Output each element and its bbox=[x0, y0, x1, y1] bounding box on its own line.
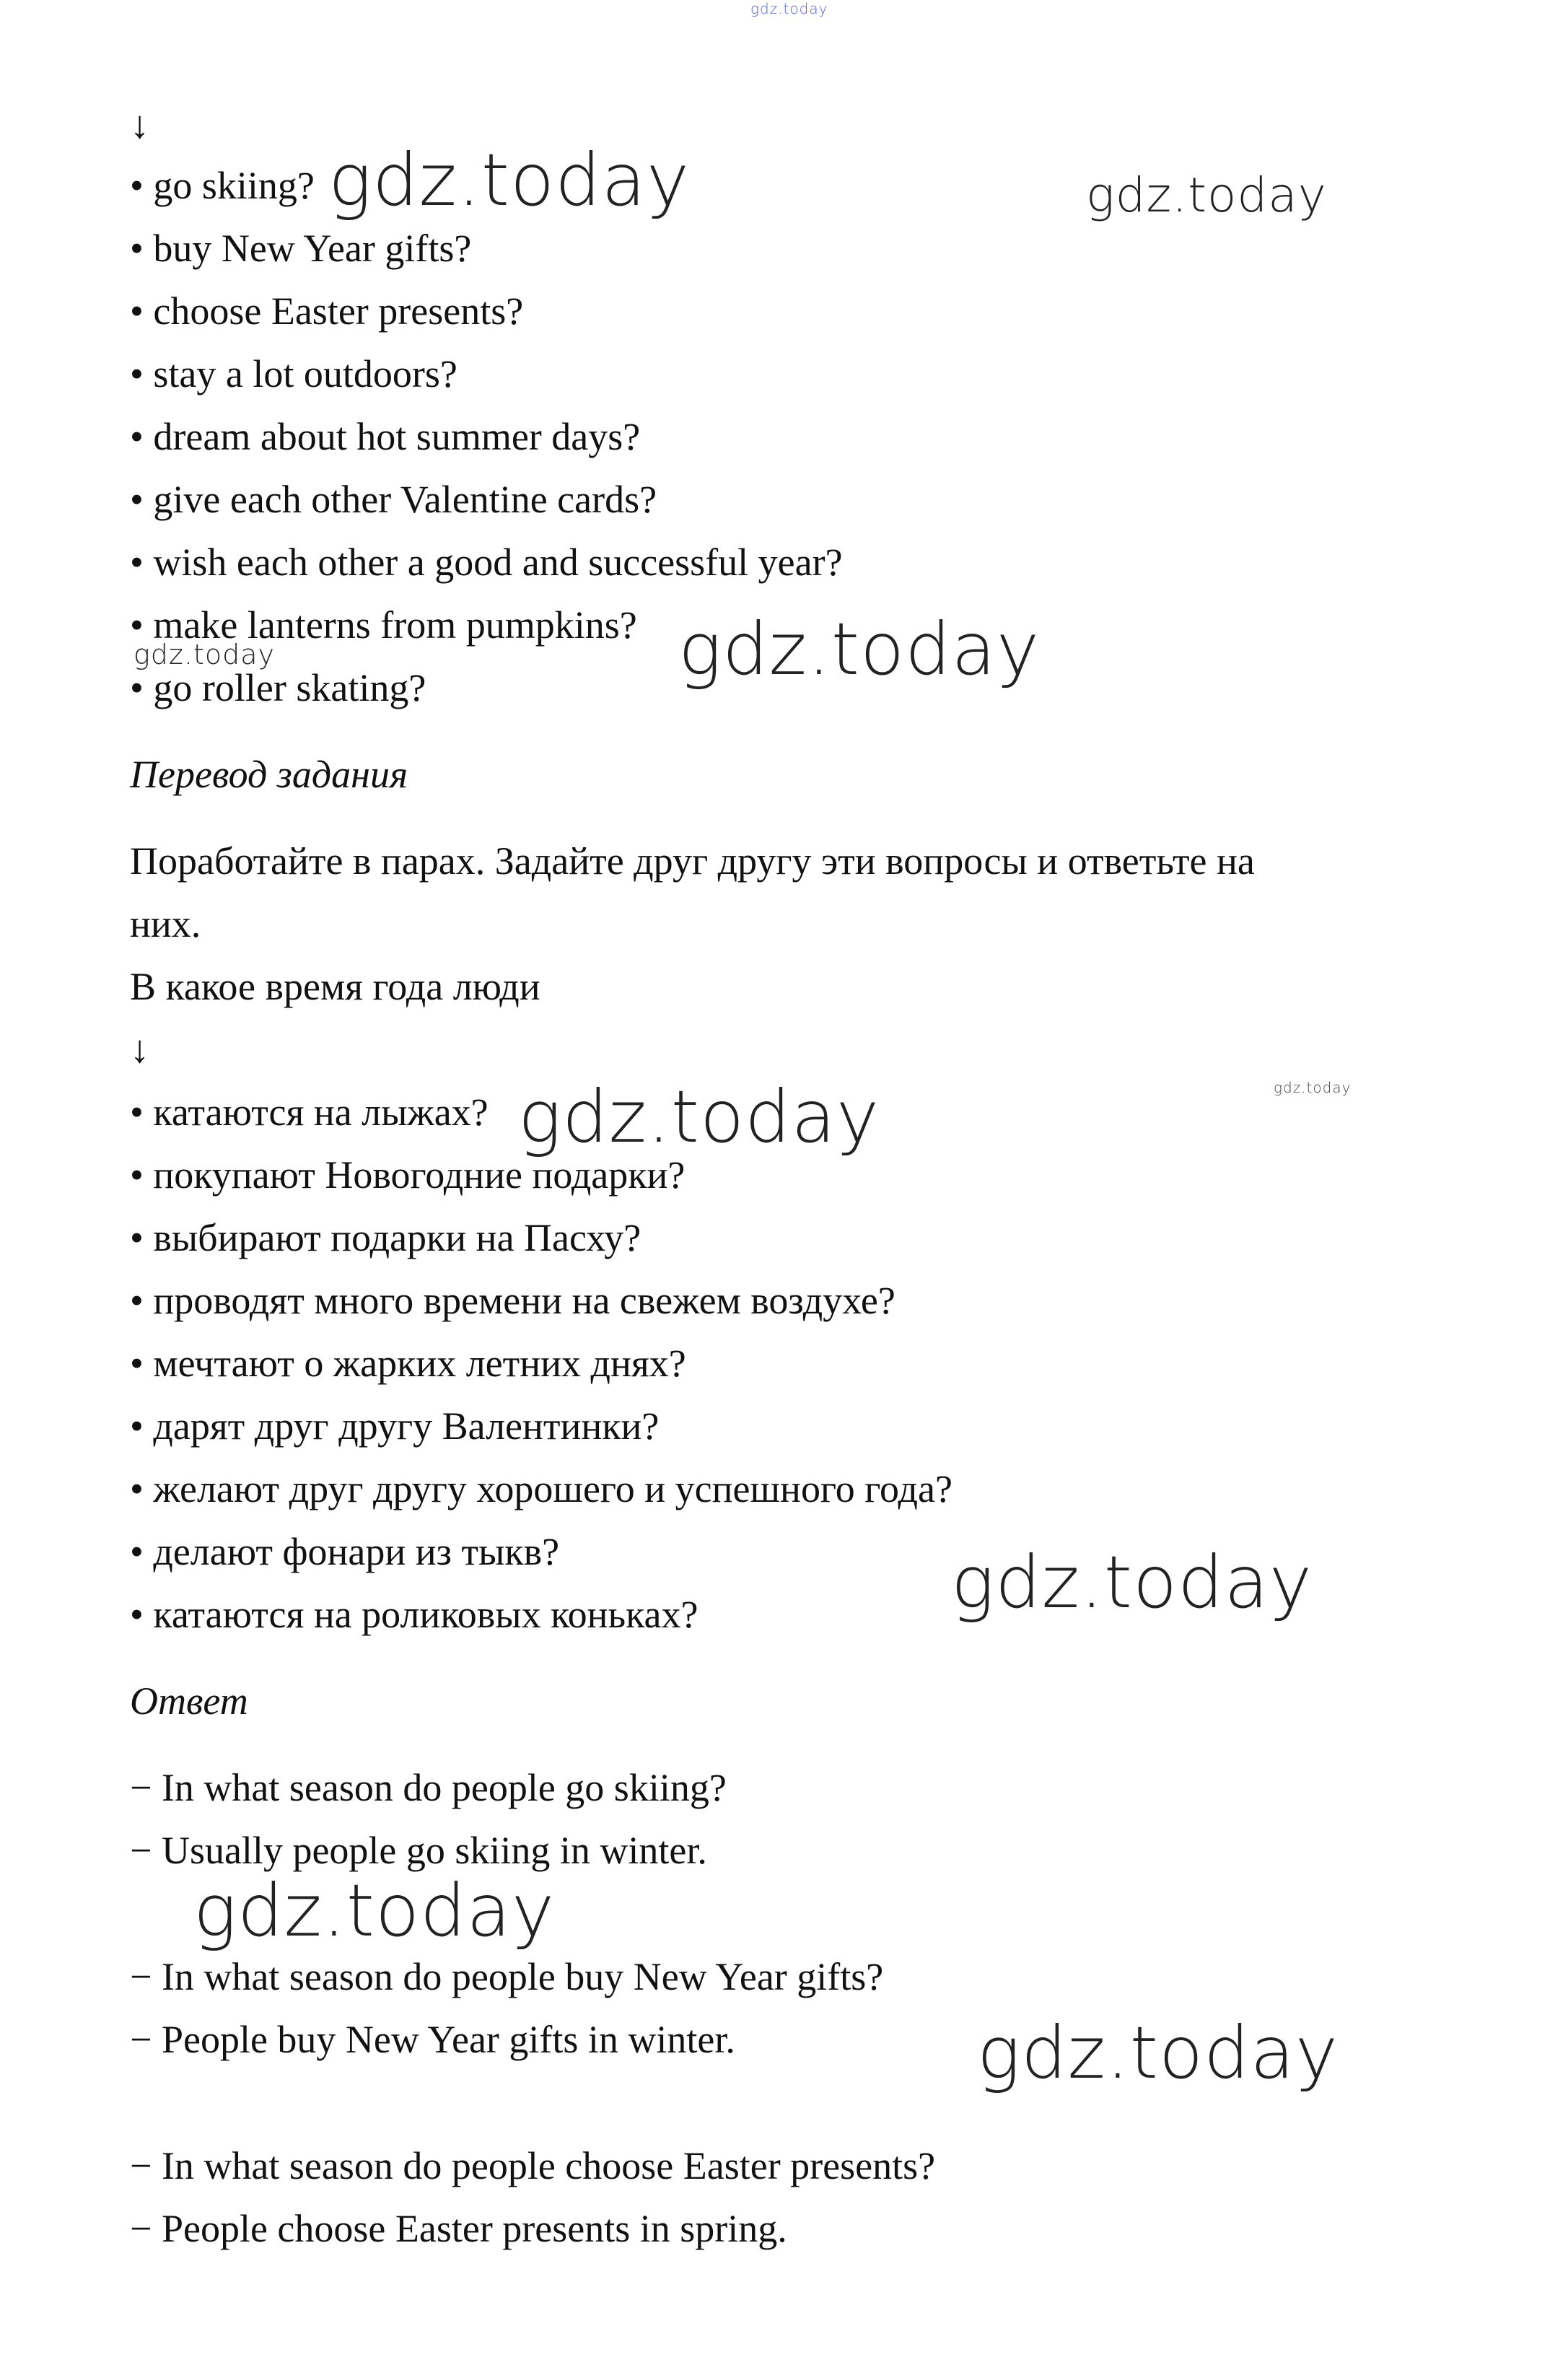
header-watermark: gdz.today bbox=[750, 0, 828, 17]
translation-item: • дарят друг другу Валентинки? bbox=[130, 1404, 660, 1448]
translation-item: • катаются на роликовых коньках? bbox=[130, 1593, 698, 1636]
task-item: • go roller skating? bbox=[130, 666, 426, 709]
translation-item: • покупают Новогодние подарки? bbox=[130, 1153, 686, 1197]
answer-heading: Ответ bbox=[130, 1679, 248, 1723]
task-arrow: ↓ bbox=[130, 103, 149, 147]
watermark: gdz.today bbox=[951, 1540, 1313, 1624]
watermark: gdz.today bbox=[1086, 167, 1327, 223]
translation-item: • проводят много времени на свежем воздухе? bbox=[130, 1279, 895, 1322]
task-item: • buy New Year gifts? bbox=[130, 227, 472, 270]
watermark: gdz.today bbox=[518, 1075, 880, 1159]
answer-line: − People buy New Year gifts in winter. bbox=[130, 2018, 735, 2061]
answer-line: − In what season do people buy New Year gifts? bbox=[130, 1955, 884, 1998]
watermark: gdz.today bbox=[328, 138, 691, 222]
translation-arrow: ↓ bbox=[130, 1028, 149, 1071]
watermark: gdz.today bbox=[133, 639, 275, 670]
translation-instruction: Поработайте в парах. Задайте друг другу эти вопросы и ответьте на bbox=[130, 839, 1255, 883]
answer-line: − Usually people go skiing in winter. bbox=[130, 1829, 707, 1872]
answer-line: − People choose Easter presents in spring. bbox=[130, 2207, 787, 2250]
task-item: • dream about hot summer days? bbox=[130, 415, 641, 458]
task-item: • go skiing? bbox=[130, 164, 315, 207]
task-item: • wish each other a good and successful year? bbox=[130, 541, 843, 584]
translation-item: • желают друг другу хорошего и успешного года? bbox=[130, 1467, 952, 1510]
answer-line: − In what season do people go skiing? bbox=[130, 1766, 727, 1809]
watermark: gdz.today bbox=[1274, 1079, 1352, 1096]
translation-instruction-cont: них. bbox=[130, 902, 201, 945]
translation-question-intro: В какое время года люди bbox=[130, 965, 540, 1008]
translation-item: • катаются на лыжах? bbox=[130, 1090, 489, 1134]
task-item: • make lanterns from pumpkins? bbox=[130, 603, 637, 647]
task-item: • stay a lot outdoors? bbox=[130, 352, 457, 395]
answer-line: − In what season do people choose Easter presents? bbox=[130, 2144, 936, 2187]
translation-item: • выбирают подарки на Пасху? bbox=[130, 1216, 641, 1259]
watermark: gdz.today bbox=[678, 607, 1041, 691]
translation-item: • мечтают о жарких летних днях? bbox=[130, 1342, 686, 1385]
task-item: • choose Easter presents? bbox=[130, 289, 524, 333]
translation-heading: Перевод задания bbox=[130, 753, 408, 796]
task-item: • give each other Valentine cards? bbox=[130, 478, 657, 521]
watermark: gdz.today bbox=[977, 2011, 1339, 2095]
watermark: gdz.today bbox=[193, 1868, 556, 1953]
translation-item: • делают фонари из тыкв? bbox=[130, 1530, 560, 1573]
